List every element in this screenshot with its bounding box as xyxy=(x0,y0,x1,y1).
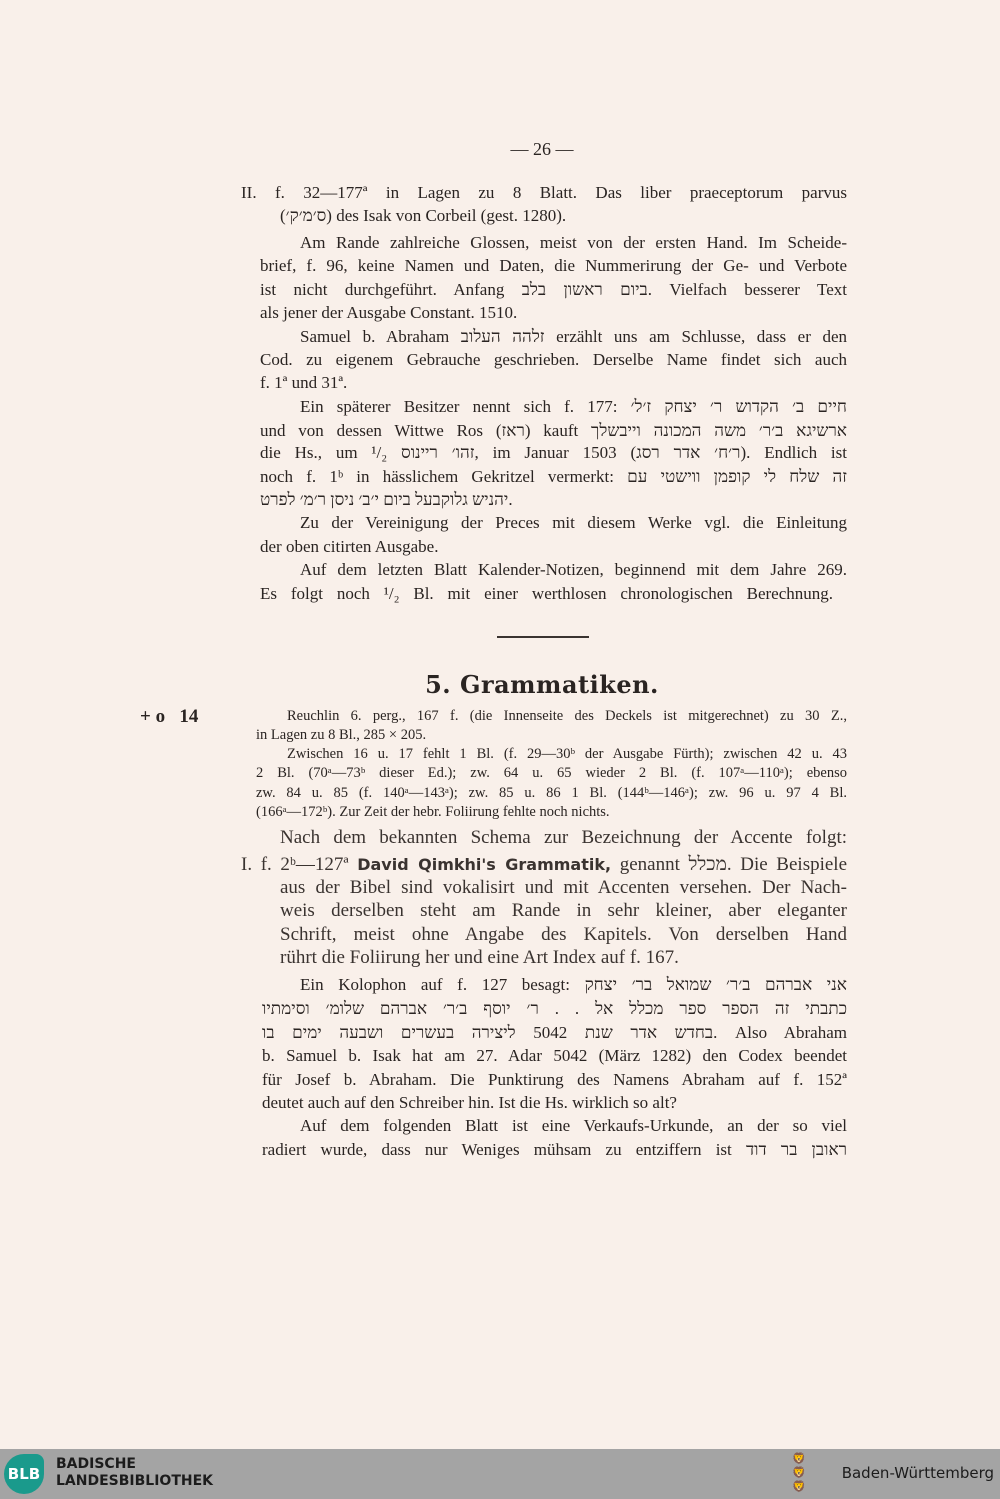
page-number: — 26 — xyxy=(510,139,574,159)
text-line: die Hs., um ¹/₂ זהו׳ ריינוס, im Januar 1503 (ר׳ח׳ אדר רסג). Endlich ist xyxy=(260,443,847,462)
text-line: b. Samuel b. Isak hat am 27. Adar 5042 (März 1282) den Codex beendet xyxy=(262,1046,847,1065)
text-line: noch f. 1ᵇ in hässlichem Gekritzel vermerkt: זה שלח לי קופמן ווישטי עם xyxy=(260,467,847,486)
text-line: Reuchlin 6. perg., 167 f. (die Innenseite des Deckels ist mitgerechnet) zu 30 Z., xyxy=(287,708,847,724)
text-line: Schrift, meist ohne Angabe des Kapitels. Von derselben Hand xyxy=(280,924,847,945)
text-line: zw. 84 u. 85 (f. 140ᵃ—143ᵃ); zw. 85 u. 86 1 Bl. (144ᵇ—146ᵃ); zw. 96 u. 97 4 Bl. xyxy=(256,785,847,801)
blb-logo[interactable]: BLB xyxy=(4,1454,44,1494)
text-line: Ein Kolophon auf f. 127 besagt: אני אברהם ב׳ר׳ שמואל בר׳ יצחק xyxy=(300,975,847,994)
text-line: יהניש גלוקבעל ביום י׳ב׳ ניסן ר׳מ׳ לפרט. xyxy=(260,490,513,509)
text-line: und von dessen Wittwe Ros (ראז) kauft ארשיגא ב׳ר׳ משה המכונה וייבשלך xyxy=(260,421,847,440)
lions-coat-of-arms-icon: 🦁 🦁 🦁 xyxy=(792,1453,806,1493)
text-line: Nach dem bekannten Schema zur Bezeichnung der Accente folgt: xyxy=(280,827,847,848)
text-line: (ס׳מ׳ק׳) des Isak von Corbeil (gest. 1280). xyxy=(280,206,567,225)
text-line: rührt die Foliirung her und eine Art Index auf f. 167. xyxy=(280,947,679,968)
text-line: als jener der Ausgabe Constant. 1510. xyxy=(260,303,518,322)
text-line: Auf dem letzten Blatt Kalender-Notizen, beginnend mit dem Jahre 269. xyxy=(300,560,847,579)
text-line: in Lagen zu 8 Bl., 285 × 205. xyxy=(256,727,427,743)
library-name[interactable] xyxy=(56,1456,213,1490)
text-line: ist nicht durchgeführt. Anfang ביום ראשון בלב. Vielfach besserer Text xyxy=(260,280,847,299)
text-line: בחדש אדר שנת 5042 ליצירה בעשרים ושבעה ימים בו. Also Abraham xyxy=(262,1023,847,1042)
part-I-rest: genannt מכלל. Die Beispiele xyxy=(619,854,847,875)
text-line: II. f. 32—177ª in Lagen zu 8 Blatt. Das liber praeceptorum parvus xyxy=(241,183,847,202)
part-I-heading-line xyxy=(241,853,847,877)
text-line: aus der Bibel sind vokalisirt und mit Accenten versehen. Der Nach- xyxy=(280,877,847,898)
shelf-mark: + o 14 xyxy=(140,706,199,727)
part-I-title: David Qimkhi's Grammatik, xyxy=(357,855,612,874)
text-line: Auf dem folgenden Blatt ist eine Verkaufs-Urkunde, an der so viel xyxy=(300,1116,847,1135)
text-line: brief, f. 96, keine Namen und Daten, die Nummerirung der Ge- und Verbote xyxy=(260,256,847,275)
text-line: Am Rande zahlreiche Glossen, meist von der ersten Hand. Im Scheide- xyxy=(300,233,847,252)
text-line: כתבתי זה הספר ספר מכלל אל . . ר׳ יוסף ב׳ר׳ אברהם שלומ׳ וסימתיו xyxy=(262,999,847,1018)
text-line: radiert wurde, dass nur Weniges mühsam zu entziffern ist ראובן בר דוד xyxy=(262,1140,847,1159)
text-line: f. 1ª und 31ª. xyxy=(260,373,348,392)
text-line: Cod. zu eigenem Gebrauche geschrieben. Derselbe Name findet sich auch xyxy=(260,350,847,369)
text-line: Zu der Vereinigung der Preces mit diesem Werke vgl. die Einleitung xyxy=(300,513,847,532)
part-I-prefix: I. f. 2ᵇ—127ª xyxy=(241,854,349,875)
text-line: der oben citirten Ausgabe. xyxy=(260,537,439,556)
text-line: Es folgt noch ¹/₂ Bl. mit einer werthlosen chronologischen Berechnung. xyxy=(260,584,833,603)
section-heading: 5. Grammatiken. xyxy=(425,670,659,699)
text-line: deutet auch auf den Schreiber hin. Ist die Hs. wirklich so alt? xyxy=(262,1093,677,1112)
state-name[interactable]: Baden-Württemberg xyxy=(841,1464,994,1482)
text-line: für Josef b. Abraham. Die Punktirung des Namens Abraham auf f. 152ª xyxy=(262,1070,847,1089)
text-line: 2 Bl. (70ᵃ—73ᵇ dieser Ed.); zw. 64 u. 65 wieder 2 Bl. (f. 107ᵃ—110ᵃ); ebenso xyxy=(256,765,847,781)
text-line: (166ᵃ—172ᵇ). Zur Zeit der hebr. Foliirung fehlte noch nichts. xyxy=(256,804,610,820)
library-name-line1: BADISCHE xyxy=(56,1456,136,1472)
library-name-line2: LANDESBIBLIOTHEK xyxy=(56,1473,214,1489)
footer-bar xyxy=(0,1449,1000,1499)
text-line: weis derselben steht am Rande in sehr kleiner, aber eleganter xyxy=(280,900,847,921)
text-line: Zwischen 16 u. 17 fehlt 1 Bl. (f. 29—30ᵇ der Ausgabe Fürth); zwischen 42 u. 43 xyxy=(287,746,847,762)
section-divider xyxy=(497,636,589,638)
text-line: Ein späterer Besitzer nennt sich f. 177: חיים ב׳ הקדוש ר׳ יצחק ז׳ל׳ xyxy=(300,397,847,416)
text-line: Samuel b. Abraham זלהה העלוב erzählt uns am Schlusse, dass er den xyxy=(300,327,847,346)
